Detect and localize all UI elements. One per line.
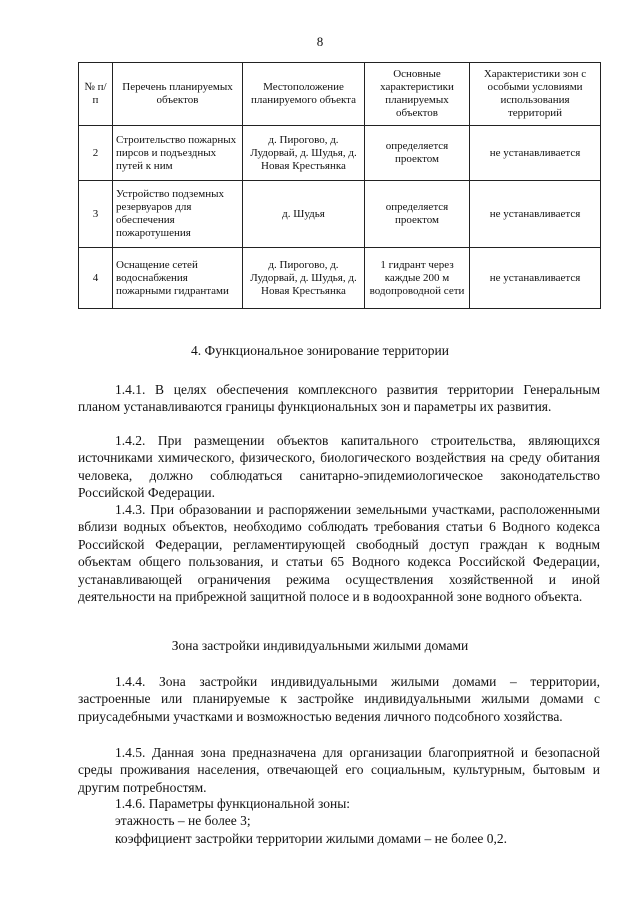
table-header-cell: № п/п [79, 63, 113, 126]
object-characteristics: определяется проектом [365, 126, 470, 181]
object-location: д. Пирогово, д. Лудорвай, д. Шудья, д. Новая Крестьянка [243, 248, 365, 309]
object-location: д. Шудья [243, 181, 365, 248]
page-number: 8 [316, 34, 324, 49]
table-header-cell: Характеристики зон с особыми условиями использования территорий [470, 63, 601, 126]
object-name: Строительство пожарных пирсов и подъездных путей к ним [113, 126, 243, 181]
paragraph-1-4-3: 1.4.3. При образовании и распоряжении земельными участками, расположенными вблизи водных объектов, необходимо соблюдать требования статьи 6 Водного кодекса Российской Федерации, регламентирующей свободный доступ граждан к водным объектам общего пользования, и статьи 65 Водного кодекса Российской Федерации, устанавливающей ограничения режима осуществления хозяйственной и иной деятельности на прибрежной защитной полосе и в водоохранной зоне водного объекта. [78, 502, 600, 605]
zone-characteristics: не устанавливается [470, 248, 601, 309]
zone-characteristics: не устанавливается [470, 126, 601, 181]
paragraph-1-4-5: 1.4.5. Данная зона предназначена для организации благоприятной и безопасной среды проживания населения, отвечающей его социальным, культурным, бытовым и другим потребностям. [78, 745, 600, 795]
paragraph-1-4-1: 1.4.1. В целях обеспечения комплексного развития территории Генеральным планом устанавливаются границы функциональных зон и параметры их развития. [78, 382, 600, 415]
params-title: 1.4.6. Параметры функциональной зоны: [115, 796, 351, 811]
row-number: 3 [79, 181, 113, 248]
zone-title: Зона застройки индивидуальными жилыми домами [171, 638, 469, 653]
table-row [79, 126, 601, 181]
object-name: Устройство подземных резервуаров для обеспечения пожаротушения [113, 181, 243, 248]
zone-characteristics: не устанавливается [470, 181, 601, 248]
object-location: д. Пирогово, д. Лудорвай, д. Шудья, д. Новая Крестьянка [243, 126, 365, 181]
table-header-cell: Основные характеристики планируемых объектов [365, 63, 470, 126]
section-title: 4. Функциональное зонирование территории [191, 343, 449, 358]
table-row [79, 248, 601, 309]
param-floors: этажность – не более 3; [115, 813, 251, 828]
table-header-row [79, 63, 601, 126]
object-characteristics: 1 гидрант через каждые 200 м водопроводной сети [365, 248, 470, 309]
row-number: 4 [79, 248, 113, 309]
planned-objects-table [78, 62, 601, 309]
object-name: Оснащение сетей водоснабжения пожарными гидрантами [113, 248, 243, 309]
paragraph-1-4-2: 1.4.2. При размещении объектов капитального строительства, являющихся источниками химического, физического, биологического воздействия на среду обитания человека, должно соблюдаться санитарно-эпидемиологическое законодательство Российской Федерации. [78, 433, 600, 501]
paragraph-1-4-4: 1.4.4. Зона застройки индивидуальными жилыми домами – территории, застроенные или планируемые к застройке индивидуальными жилыми домами с приусадебными участками и возможностью ведения личного подсобного хозяйства. [78, 674, 600, 724]
param-coefficient: коэффициент застройки территории жилыми домами – не более 0,2. [115, 831, 507, 846]
table-header-cell: Местоположение планируемого объекта [243, 63, 365, 126]
table-row [79, 181, 601, 248]
object-characteristics: определяется проектом [365, 181, 470, 248]
table-header-cell: Перечень планируемых объектов [113, 63, 243, 126]
row-number: 2 [79, 126, 113, 181]
